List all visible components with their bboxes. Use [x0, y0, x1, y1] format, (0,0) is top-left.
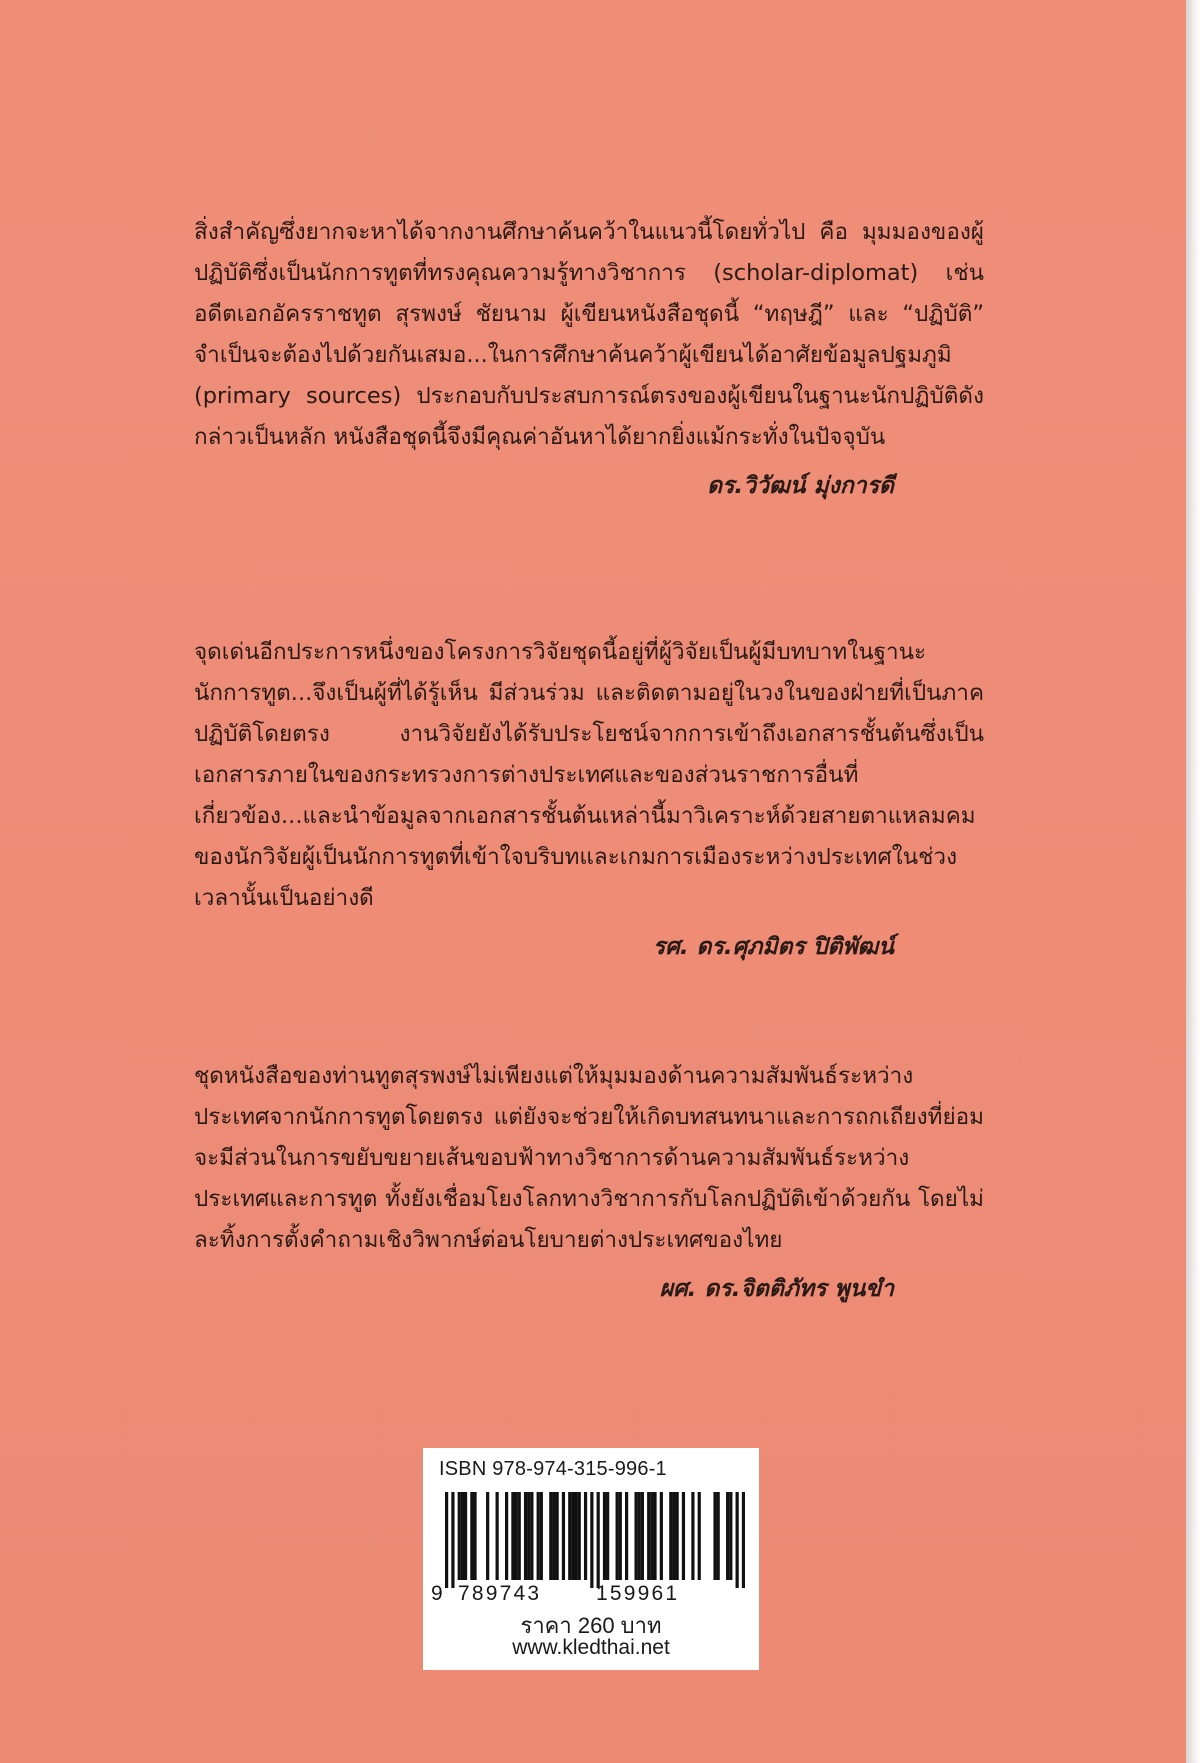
barcode-bar [742, 1492, 745, 1588]
barcode-bar [458, 1492, 461, 1580]
barcode-bar [451, 1492, 454, 1588]
barcode-bar [473, 1492, 476, 1580]
barcode-bar [524, 1492, 527, 1580]
isbn-label: ISBN 978-974-315-996-1 [439, 1458, 667, 1480]
barcode-bar [717, 1492, 720, 1580]
website-link[interactable]: www.kledthai.net [512, 1636, 670, 1659]
page-edge [1186, 0, 1200, 1763]
barcode-bar [578, 1492, 581, 1580]
barcode-bar [597, 1492, 600, 1588]
barcode-bar [527, 1492, 530, 1580]
price-label: ราคา 260 บาท [520, 1613, 662, 1638]
barcode-bar [682, 1492, 685, 1580]
endorsement-author: ดร.วิวัฒน์ มุ่งการดี [707, 473, 894, 499]
barcode-bar [603, 1492, 606, 1580]
barcode-bar [486, 1492, 489, 1580]
barcode-bar [653, 1492, 656, 1580]
barcode-bar [676, 1492, 679, 1580]
barcode-bar [647, 1492, 650, 1580]
barcode-bar [556, 1492, 559, 1580]
endorsement-author: ผศ. ดร.จิตติภัทร พูนขำ [659, 1276, 894, 1302]
barcode-bar [464, 1492, 467, 1580]
barcode-bar [584, 1492, 587, 1580]
barcode-bar [445, 1492, 448, 1588]
barcode-digit-group-1: 789743 [458, 1582, 542, 1605]
barcode-bar [691, 1492, 694, 1580]
barcode-bar [619, 1492, 622, 1580]
barcode-digit-group-2: 159961 [596, 1582, 680, 1605]
barcode-bar [505, 1492, 508, 1580]
barcode-bar [625, 1492, 628, 1580]
barcode-bar [511, 1492, 514, 1580]
barcode-bar [470, 1492, 473, 1580]
barcode-bar [518, 1492, 521, 1580]
barcode-bar [537, 1492, 540, 1580]
barcode-bar [496, 1492, 499, 1580]
endorsement-1 [194, 212, 984, 504]
barcode-bar [571, 1492, 574, 1580]
barcode-bar [568, 1492, 571, 1580]
barcode-digit-lead: 9 [431, 1582, 444, 1605]
endorsement-text: สิ่งสำคัญซึ่งยากจะหาได้จากงานศึกษาค้นคว้าในแนวนี้โดยทั่วไป คือ มุมมองของผู้ปฏิบัติซึ่งเป็นนักการทูตที่ทรงคุณความรู้ทางวิชาการ (scholar-diplomat) เช่น อดีตเอกอัครราชทูต สุรพงษ์ ชัยนาม ผู้เขียนหนังสือชุดนี้ “ทฤษฎี” และ “ปฏิบัติ” จำเป็นจะต้องไปด้วยกันเสมอ...ในการศึกษาค้นคว้าผู้เขียนได้อาศัยข้อมูลปฐมภูมิ (primary sources) ประกอบกับประสบการณ์ตรงของผู้เขียนในฐานะนักปฏิบัติดังกล่าวเป็นหลัก หนังสือชุดนี้จึงมีคุณค่าอันหาได้ยากยิ่งแม้กระทั่งในปัจจุบัน [194, 219, 984, 450]
barcode-bar [638, 1492, 641, 1580]
endorsement-3 [194, 1056, 984, 1307]
barcode-bar [552, 1492, 555, 1580]
endorsement-2 [194, 632, 984, 965]
barcode-bar [606, 1492, 609, 1580]
barcode-bar [574, 1492, 577, 1580]
barcode-bar [540, 1492, 543, 1580]
barcode-bar [549, 1492, 552, 1580]
endorsement-text: จุดเด่นอีกประการหนึ่งของโครงการวิจัยชุดนี้อยู่ที่ผู้วิจัยเป็นผู้มีบทบาทในฐานะนักการทูต...จึงเป็นผู้ที่ได้รู้เห็น มีส่วนร่วม และติดตามอยู่ในวงในของฝ่ายที่เป็นภาคปฏิบัติโดยตรง งานวิจัยยังได้รับประโยชน์จากการเข้าถึงเอกสารชั้นต้นซึ่งเป็นเอกสารภายในของกระทรวงการต่างประเทศและของส่วนราชการอื่นที่เกี่ยวข้อง...และนำข้อมูลจากเอกสารชั้นต้นเหล่านี้มาวิเคราะห์ด้วยสายตาแหลมคมของนักวิจัยผู้เป็นนักการทูตที่เข้าใจบริบทและเกมการเมืองระหว่างประเทศในช่วงเวลานั้นเป็นอย่างดี [194, 639, 984, 911]
barcode-bar [514, 1492, 517, 1580]
barcode-bar [530, 1492, 533, 1580]
endorsement-author: รศ. ดร.ศุภมิตร ปิติพัฒน์ [652, 934, 894, 960]
barcode-panel [423, 1448, 759, 1670]
barcode-bar [590, 1492, 593, 1588]
barcode-bar [650, 1492, 653, 1580]
barcode-bar [713, 1492, 716, 1580]
barcode-image [445, 1492, 745, 1588]
barcode-bar [736, 1492, 739, 1588]
barcode-bar [562, 1492, 565, 1580]
barcode-bar [698, 1492, 701, 1580]
barcode-bar [669, 1492, 672, 1580]
barcode-bar [660, 1492, 663, 1580]
barcode-bar [641, 1492, 644, 1580]
barcode-bar [634, 1492, 637, 1580]
endorsement-text: ชุดหนังสือของท่านทูตสุรพงษ์ไม่เพียงแต่ให้มุมมองด้านความสัมพันธ์ระหว่างประเทศจากนักการทูตโดยตรง แต่ยังจะช่วยให้เกิดบทสนทนาและการถกเถียงที่ย่อมจะมีส่วนในการขยับขยายเส้นขอบฟ้าทางวิชาการด้านความสัมพันธ์ระหว่างประเทศและการทูต ทั้งยังเชื่อมโยงโลกทางวิชาการกับโลกปฏิบัติเข้าด้วยกัน โดยไม่ละทิ้งการตั้งคำถามเชิงวิพากษ์ต่อนโยบายต่างประเทศของไทย [194, 1063, 984, 1253]
barcode-bar [672, 1492, 675, 1580]
barcode-bar [726, 1492, 729, 1580]
barcode-bar [461, 1492, 464, 1580]
barcode-bar [729, 1492, 732, 1580]
barcode-bar [616, 1492, 619, 1580]
